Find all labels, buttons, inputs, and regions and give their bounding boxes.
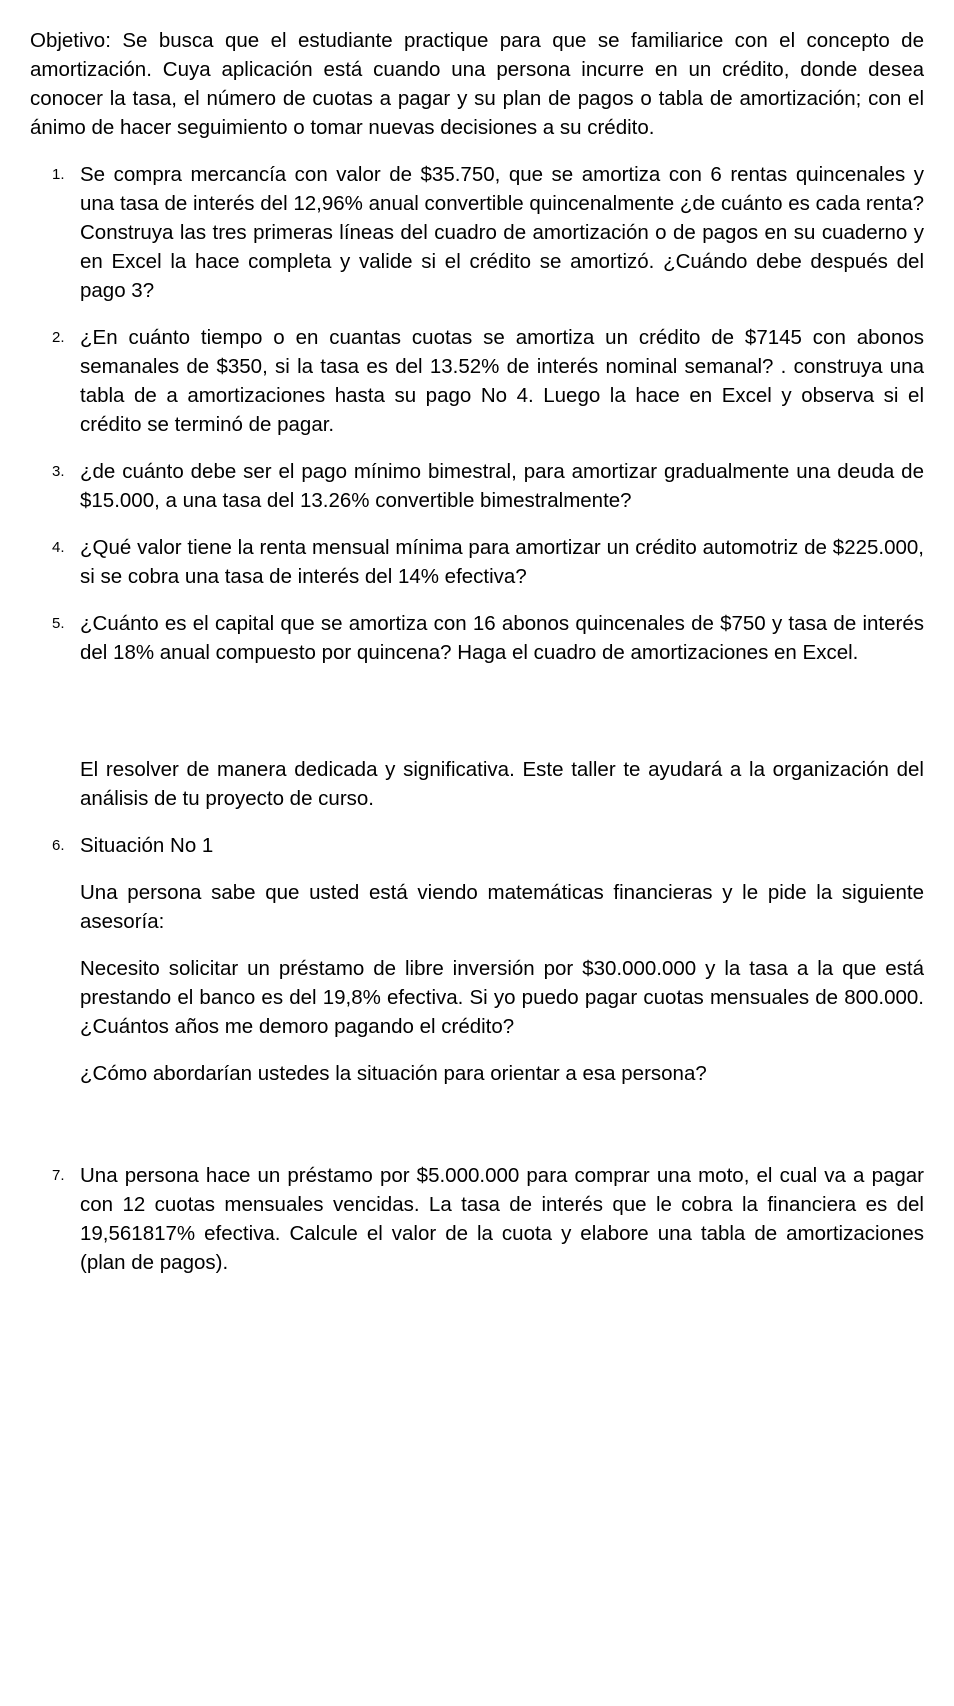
list-item-4-number: 4.	[52, 539, 65, 556]
list-item-3-text: ¿de cuánto debe ser el pago mínimo bimestral, para amortizar gradualmente una deuda de $15.000, a una tasa del 13.26% convertible bimestralmente?	[80, 460, 924, 512]
list-item-1	[30, 160, 924, 305]
list-item-5-text: ¿Cuánto es el capital que se amortiza con 16 abonos quincenales de $750 y tasa de interés del 18% anual compuesto por quincena? Haga el cuadro de amortizaciones en Excel.	[80, 612, 924, 664]
vertical-spacer	[30, 685, 924, 755]
closing-note-paragraph: El resolver de manera dedicada y significativa. Este taller te ayudará a la organización del análisis de tu proyecto de curso.	[80, 758, 924, 810]
vertical-spacer	[30, 1106, 924, 1161]
list-item-6-text: Situación No 1	[80, 834, 214, 857]
list-item-7-number: 7.	[52, 1167, 65, 1184]
situation-question-paragraph: ¿Cómo abordarían ustedes la situación para orientar a esa persona?	[80, 1062, 707, 1085]
situation-intro-paragraph: Una persona sabe que usted está viendo matemáticas financieras y le pide la siguiente asesoría:	[80, 881, 924, 933]
list-item-2-text: ¿En cuánto tiempo o en cuantas cuotas se amortiza un crédito de $7145 con abonos semanales de $350, si la tasa es del 13.52% de interés nominal semanal? . construya una tabla de a amortizaciones hasta su pago No 4. Luego la hace en Excel y observa si el crédito se terminó de pagar.	[80, 326, 924, 436]
list-item-5-number: 5.	[52, 615, 65, 632]
situation-detail-paragraph: Necesito solicitar un préstamo de libre inversión por $30.000.000 y la tasa a la que está prestando el banco es del 19,8% efectiva. Si yo puedo pagar cuotas mensuales de 800.000. ¿Cuántos años me demoro pagando el crédito?	[80, 957, 924, 1038]
list-item-6	[30, 831, 924, 860]
list-item-4-text: ¿Qué valor tiene la renta mensual mínima para amortizar un crédito automotriz de $225.000, si se cobra una tasa de interés del 14% efectiva?	[80, 536, 924, 588]
list-item-2	[30, 323, 924, 439]
list-item-5	[30, 609, 924, 667]
list-item-1-number: 1.	[52, 166, 65, 183]
list-item-1-text: Se compra mercancía con valor de $35.750, que se amortiza con 6 rentas quincenales y una tasa de interés del 12,96% anual convertible quincenalmente ¿de cuánto es cada renta? Construya las tres primeras líneas del cuadro de amortización o de pagos en su cuaderno y en Excel la hace completa y valide si el crédito se amortizó. ¿Cuándo debe después del pago 3?	[80, 163, 924, 302]
list-item-6-number: 6.	[52, 837, 65, 854]
list-item-7-text: Una persona hace un préstamo por $5.000.000 para comprar una moto, el cual va a pagar con 12 cuotas mensuales vencidas. La tasa de interés que le cobra la financiera es del 19,561817% efectiva. Calcule el valor de la cuota y elabore una tabla de amortizaciones (plan de pagos).	[80, 1164, 924, 1274]
list-item-7	[30, 1161, 924, 1277]
intro-paragraph: Objetivo: Se busca que el estudiante practique para que se familiarice con el concepto de amortización. Cuya aplicación está cuando una persona incurre en un crédito, donde desea conocer la tasa, el número de cuotas a pagar y su plan de pagos o tabla de amortización; con el ánimo de hacer seguimiento o tomar nuevas decisiones a su crédito.	[30, 29, 924, 139]
list-item-4	[30, 533, 924, 591]
list-item-3	[30, 457, 924, 515]
list-item-2-number: 2.	[52, 329, 65, 346]
list-item-3-number: 3.	[52, 463, 65, 480]
